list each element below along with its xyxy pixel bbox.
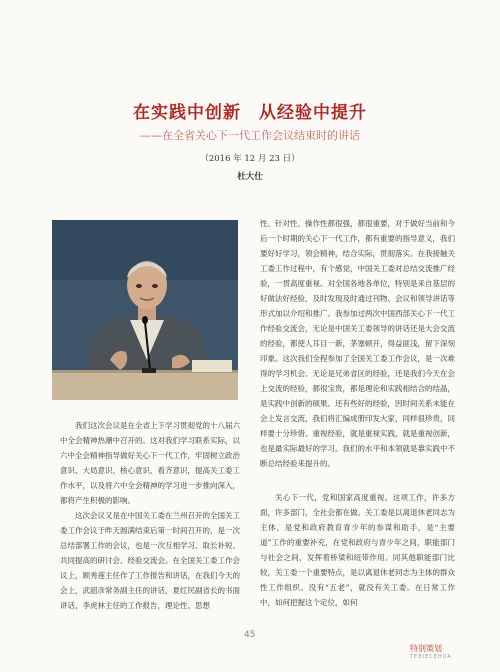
body-paragraph-right-2: 关心下一代，党和国家高度重视。这项工作，许多方面，许多部门，全社会都在做。关工委是以离退休老同志为主体，是党和政府教育青少年的参谋和助手，是“主要道”工作的重要补充，在党和政府与青少年之间，职能部门与社会之间，发挥着桥梁和纽带作用。同其他职能部门比较，关工委一个重要特点，是以离退休老同志为主体的群众性工作组织。没有“五老”，就没有关工委。在日常工作中，如何把握这个定位，如何 [260,493,455,607]
body-paragraph-left-2: 这次会议又是在中国关工委在兰州召开的全国关工委工作会议于昨天圆满结束后第一时间召开的，是一次总结部署工作的会议，也是一次互相学习、取长补短、共同提高的研讨会、经验交流会。在全国关工委工作会议上，顾秀莲主任作了工作报告和讲话，在我们今天的会上，武韶彦常务副主任的讲话，夏红民副省长的书面讲话，李虎林主任的工作报告，理论性、思想 [60,511,240,610]
page-number: 45 [244,630,256,640]
author-name: 杜大仕 [237,172,263,182]
body-paragraph-left-1: 我们这次会议是在全省上下学习贯彻党的十八届六中全会精神热潮中召开的。这对我们学习联系实际，以六中全会精神指导做好关心下一代工作，牢固树立政治意识、大局意识、核心意识、看齐意识，提高关工委工作水平，以及将六中全会精神的学习进一步推向深入，都将产生积极的影响。 [60,421,240,505]
section-tag: 特别策划 [410,644,442,653]
body-paragraph-right-1: 性、针对性、操作性都很强，都很重要，对于做好当前和今后一个时期的关心下一代工作，都有重要的指导意义，我们要好好学习，领会精神，结合实际，贯彻落实。在我接触关工委工作过程中，有个感觉，中国关工委对总结交流推广经验，一贯高度重视。对全国各地各单位，特别是来自基层的好做法好经验，及时发现及时通过刊物、会议和领导讲话等形式加以介绍和推广。我参加过两次中国西部关心下一代工作经验交流会，无论是中国关工委领导的讲话还是大会交流的经验，都使人耳目一新，茅塞顿开，得益匪浅，留下深刻印象。这次我们全程参加了全国关工委工作会议，是一次难得的学习机会。无论是兄弟省区的经验，还是我们今天在会上交流的经验，都很宝贵，都是理论和实践相结合的结晶，是实践中创新的硕果。还有些好的经验，因时间关系未能在会上发言交流，我们将汇编成册印发大家，同样很珍贵，同样要十分珍惜。重视经验，就是重视实践，就是重视创新，也是最实际最好的学习。我们的水平和本领就是靠实践中不断总结经验来提升的。 [260,219,455,468]
article-title: 在实践中创新 从经验中提升 [133,103,367,123]
speech-date: （2016 年 12 月 23 日） [200,154,300,164]
speaker-photo [52,220,238,400]
speaker-photo-illustration [52,220,238,400]
article-subtitle: ——在全省关心下一代工作会议结束时的讲话 [140,129,360,142]
section-tag-english: TEBIECEHUA [410,654,452,660]
